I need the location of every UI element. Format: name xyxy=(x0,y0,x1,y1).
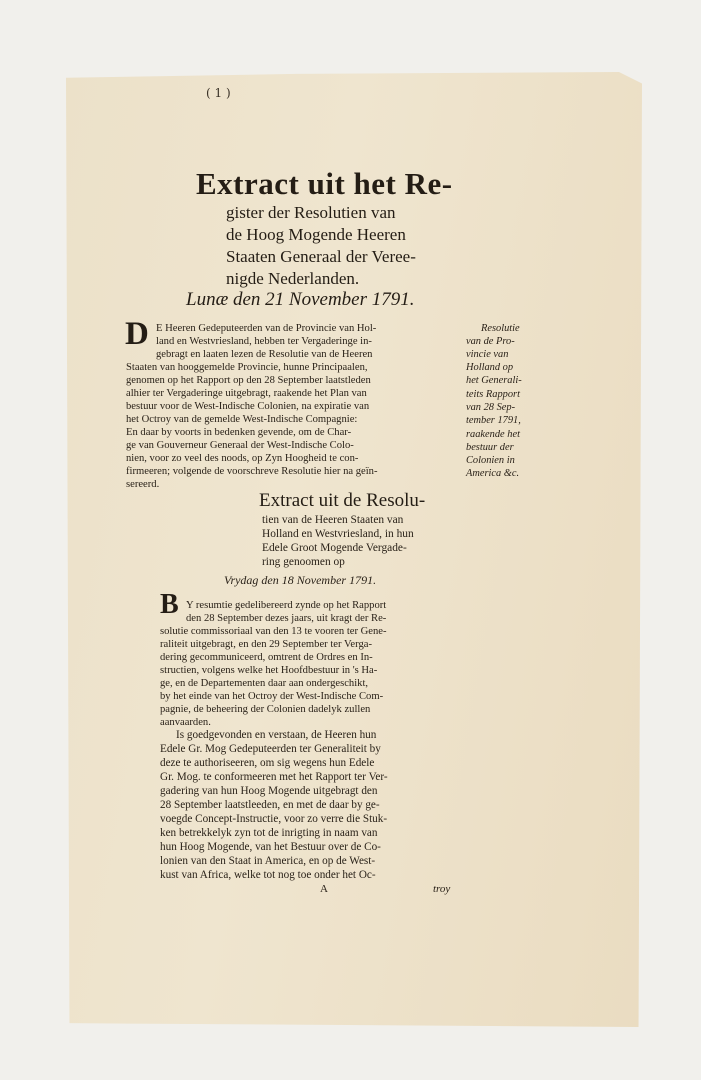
text-line: den 28 September dezes jaars, uit kragt der Re- xyxy=(186,613,387,624)
title-line: de Hoog Mogende Heeren xyxy=(226,225,406,244)
margin-note-line: Colonien in xyxy=(466,455,515,466)
margin-note-line: bestuur der xyxy=(466,442,514,453)
margin-note-line: van de Pro- xyxy=(466,336,515,347)
text-line: En daar by voorts in bedenken gevende, om de Char- xyxy=(126,427,352,438)
text-line: structien, volgens welke het Hoofdbestuur in 's Ha- xyxy=(160,665,378,676)
margin-note-line: Resolutie xyxy=(481,323,520,334)
margin-note-line: America &c. xyxy=(466,468,520,479)
subtitle-heading: Extract uit de Resolu- xyxy=(259,490,426,511)
text-line: land en Westvriesland, hebben ter Vergaderinge in- xyxy=(156,336,372,347)
signature-mark: A xyxy=(320,883,328,895)
margin-note-line: Holland op xyxy=(466,362,514,373)
text-line: by het einde van het Octroy der West-Indische Com- xyxy=(160,691,384,702)
text-line: lonien van den Staat in America, en op de West- xyxy=(160,855,376,867)
text-line: Gr. Mog. te conformeeren met het Rapport ter Ver- xyxy=(160,771,388,783)
subtitle-line: ring genoomen op xyxy=(262,556,345,568)
text-line: Is goedgevonden en verstaan, de Heeren hun xyxy=(176,729,377,741)
margin-note-line: teits Rapport xyxy=(466,389,520,400)
text-line: ken betrekkelyk zyn tot de inrigting in naam van xyxy=(160,827,378,839)
text-line: 28 September laatstleeden, en met de daar by ge- xyxy=(160,799,380,811)
drop-cap: D xyxy=(125,316,149,352)
subtitle-line: Holland en Westvriesland, in hun xyxy=(262,528,414,540)
text-line: sereerd. xyxy=(126,479,160,490)
text-line: firmeeren; volgende de voorschreve Resolutie hier na geïn- xyxy=(126,466,378,477)
margin-note-line: van 28 Sep- xyxy=(466,402,516,413)
text-line: Edele Gr. Mog Gedeputeerden ter Generaliteit by xyxy=(160,743,381,755)
title-line: Staaten Generaal der Veree- xyxy=(226,247,416,266)
margin-note-line: vincie van xyxy=(466,349,509,360)
title-line: nigde Nederlanden. xyxy=(226,269,360,288)
margin-note-line: raakende het xyxy=(466,429,520,440)
text-line: E Heeren Gedeputeerden van de Provincie van Hol- xyxy=(156,323,377,334)
text-line: Y resumtie gedelibereerd zynde op het Rapport xyxy=(186,600,387,611)
text-line: dering gecommuniceerd, omtrent de Ordres en In- xyxy=(160,652,373,663)
text-line: deze te authoriseeren, om sig wegens hun Edele xyxy=(160,757,375,769)
text-line: aanvaarden. xyxy=(160,717,211,728)
resolution-date: Lunæ den 21 November 1791. xyxy=(186,289,415,310)
subtitle-line: tien van de Heeren Staaten van xyxy=(262,514,404,526)
text-line: ge van Gouverneur Generaal der West-Indische Colo- xyxy=(126,440,354,451)
text-line: ge, en de Departementen daar aan ondergeschikt, xyxy=(160,678,369,689)
text-line: gebragt en laaten lezen de Resolutie van de Heeren xyxy=(156,349,373,360)
title-line: Extract uit het Re- xyxy=(196,166,453,201)
margin-note-line: het Generali- xyxy=(466,375,522,386)
text-line: het Octroy van de gemelde West-Indische Compagnie: xyxy=(126,414,358,425)
text-line: hun Hoog Mogende, van het Bestuur over de Co- xyxy=(160,841,381,853)
page-number: ( 1 ) xyxy=(206,86,231,100)
text-line: kust van Africa, welke tot nog toe onder het Oc- xyxy=(160,869,376,881)
text-line: voegde Concept-Instructie, voor zo verre die Stuk- xyxy=(160,813,388,825)
drop-cap: B xyxy=(160,589,179,620)
sub-resolution-date: Vrydag den 18 November 1791. xyxy=(224,573,377,587)
text-line: alhier ter Vergaderinge uitgebragt, raakende het Plan van xyxy=(126,388,367,399)
subtitle-line: Edele Groot Mogende Vergade- xyxy=(262,542,407,554)
text-line: pagnie, de beheering der Colonien dadelyk zullen xyxy=(160,704,371,715)
text-line: raliteit uitgebragt, en den 29 September ter Verga- xyxy=(160,639,372,650)
text-line: bestuur voor de West-Indische Colonien, na expiratie van xyxy=(126,401,370,412)
text-line: genomen op het Rapport op den 28 September laatstleden xyxy=(126,375,371,386)
text-line: solutie commissoriaal van den 13 te vooren ter Gene- xyxy=(160,626,387,637)
title-line: gister der Resolutien van xyxy=(226,203,396,222)
text-line: nien, voor zo veel des noods, op Zyn Hoogheid te con- xyxy=(126,453,359,464)
margin-note-line: tember 1791, xyxy=(466,415,521,426)
text-line: Staaten van hooggemelde Provincie, hunne Principaalen, xyxy=(126,362,368,373)
text-line: gadering van hun Hoog Mogende uitgebragt den xyxy=(160,785,378,797)
catchword: troy xyxy=(433,883,451,895)
